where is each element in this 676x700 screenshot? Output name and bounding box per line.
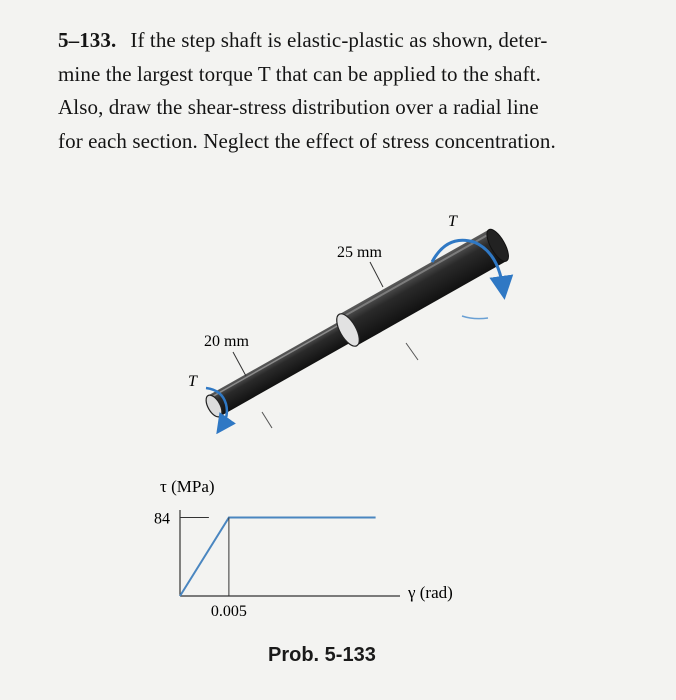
y-tick-label: 84 bbox=[154, 510, 170, 528]
torque-left-label: T bbox=[188, 373, 197, 390]
stress-strain-line bbox=[180, 518, 376, 597]
torque-right-label: T bbox=[448, 213, 457, 230]
stress-strain-chart bbox=[154, 477, 453, 620]
tick-large-shaft bbox=[406, 343, 418, 360]
figure-caption: Prob. 5-133 bbox=[268, 644, 376, 666]
step-shaft bbox=[188, 213, 513, 428]
torque-right-tail bbox=[462, 316, 488, 319]
problem-text-line-2: mine the largest torque T that can be applied to the shaft. bbox=[58, 61, 541, 86]
x-tick-label: 0.005 bbox=[210, 603, 247, 620]
problem-text-line-1: If the step shaft is elastic-plastic as shown, deter- bbox=[130, 28, 548, 52]
pointer-25mm bbox=[370, 262, 383, 287]
y-axis-label: τ (MPa) bbox=[160, 477, 215, 496]
x-axis-label: γ (rad) bbox=[408, 583, 453, 602]
tick-small-shaft bbox=[262, 412, 272, 428]
problem-text-line-4: for each section. Neglect the effect of stress concentration. bbox=[58, 128, 556, 153]
problem-number: 5–133. bbox=[58, 28, 117, 52]
label-25mm: 25 mm bbox=[337, 244, 382, 261]
problem-text-line-3: Also, draw the shear-stress distribution over a radial line bbox=[58, 95, 539, 119]
label-20mm: 20 mm bbox=[204, 333, 249, 350]
pointer-20mm bbox=[233, 352, 246, 376]
